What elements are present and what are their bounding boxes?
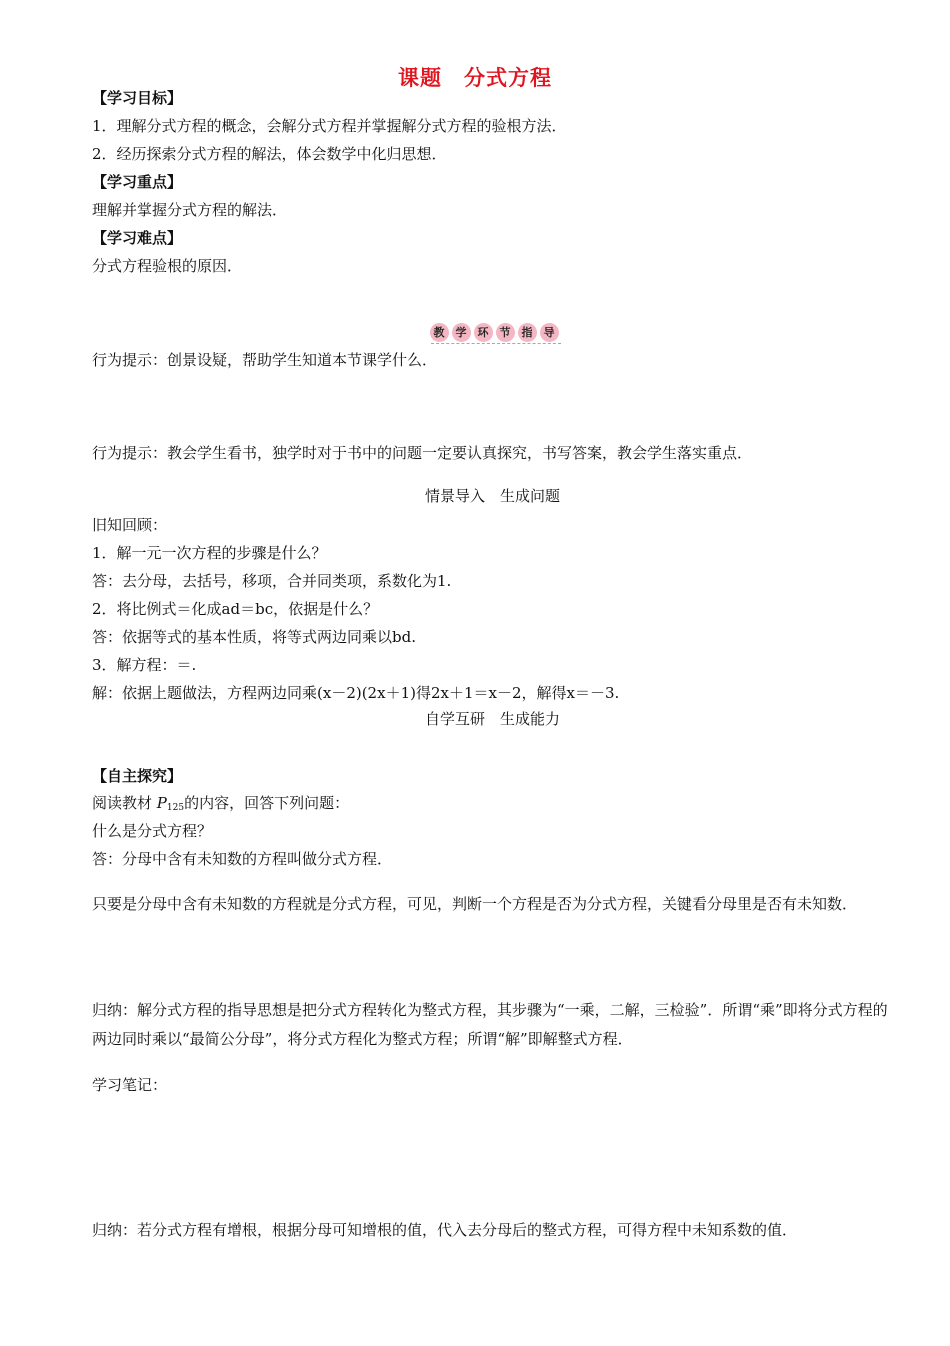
banner-char: 学: [452, 323, 471, 342]
review-label: 旧知回顾：: [92, 516, 168, 534]
banner-char: 指: [518, 323, 537, 342]
review-line: 1．解一元一次方程的步骤是什么？: [92, 544, 327, 562]
page-ref-number: 125: [166, 803, 185, 813]
read-prefix: 阅读教材: [92, 794, 153, 812]
title-part2: 分式方程: [464, 65, 552, 90]
behavior-hint: 行为提示：创景设疑，帮助学生知道本节课学什么．: [92, 351, 438, 369]
banner-char: 教: [430, 323, 449, 342]
explore-answer: 答：分母中含有未知数的方程叫做分式方程．: [92, 850, 393, 868]
section-heading: 情景导入 生成问题: [424, 487, 560, 505]
key-points-heading: 【学习重点】: [92, 173, 183, 191]
read-instruction: [92, 793, 349, 818]
teaching-guide-banner: [423, 318, 565, 346]
banner-underline: [431, 343, 561, 344]
review-line: 2．将比例式＝化成ad＝bc，依据是什么？: [92, 600, 379, 618]
section-heading: 自学互研 生成能力: [424, 710, 560, 728]
review-line: 答：去分母，去括号，移项，合并同类项，系数化为1.: [92, 572, 452, 590]
banner-char: 导: [540, 323, 559, 342]
review-line: 答：依据等式的基本性质，将等式两边同乘以bd.: [92, 628, 416, 646]
objective-item: 2．经历探索分式方程的解法，体会数学中化归思想．: [92, 145, 447, 163]
key-points-text: 理解并掌握分式方程的解法．: [92, 201, 288, 219]
note-paragraph: [92, 890, 892, 919]
summary-paragraph: 归纳：解分式方程的指导思想是把分式方程转化为整式方程，其步骤为“一乘，二解，三检验”．所谓“乘”即将分式方程的两边同时乘以“最简公分母”，将分式方程化为整式方程；所谓“解”即解整式方程．: [92, 1001, 888, 1048]
page-ref-letter: P: [156, 794, 167, 812]
explore-heading: 【自主探究】: [92, 767, 183, 785]
summary-line: 归纳：若分式方程有增根，根据分母可知增根的值，代入去分母后的整式方程，可得方程中未知系数的值．: [92, 1221, 798, 1239]
banner-char: 节: [496, 323, 515, 342]
difficulties-heading: 【学习难点】: [92, 229, 183, 247]
notes-label: 学习笔记：: [92, 1076, 168, 1094]
objective-item: 1．理解分式方程的概念，会解分式方程并掌握解分式方程的验根方法．: [92, 117, 567, 135]
note-text: 只要是分母中含有未知数的方程就是分式方程，可见，判断一个方程是否为分式方程，关键看分母里是否有未知数．: [92, 895, 858, 913]
title-part1: 课题: [398, 65, 442, 90]
explore-question: 什么是分式方程？: [92, 822, 213, 840]
review-line: 解：依据上题做法，方程两边同乘(x－2)(2x＋1)得2x＋1＝x－2，解得x＝－3.: [92, 684, 620, 702]
review-line: 3．解方程：＝.: [92, 656, 197, 674]
behavior-hint: 行为提示：教会学生看书，独学时对于书中的问题一定要认真探究，书写答案，教会学生落实重点．: [92, 444, 753, 462]
difficulties-text: 分式方程验根的原因．: [92, 257, 243, 275]
banner-char: 环: [474, 323, 493, 342]
read-suffix: 的内容，回答下列问题：: [184, 794, 350, 812]
objectives-heading: 【学习目标】: [92, 89, 183, 107]
